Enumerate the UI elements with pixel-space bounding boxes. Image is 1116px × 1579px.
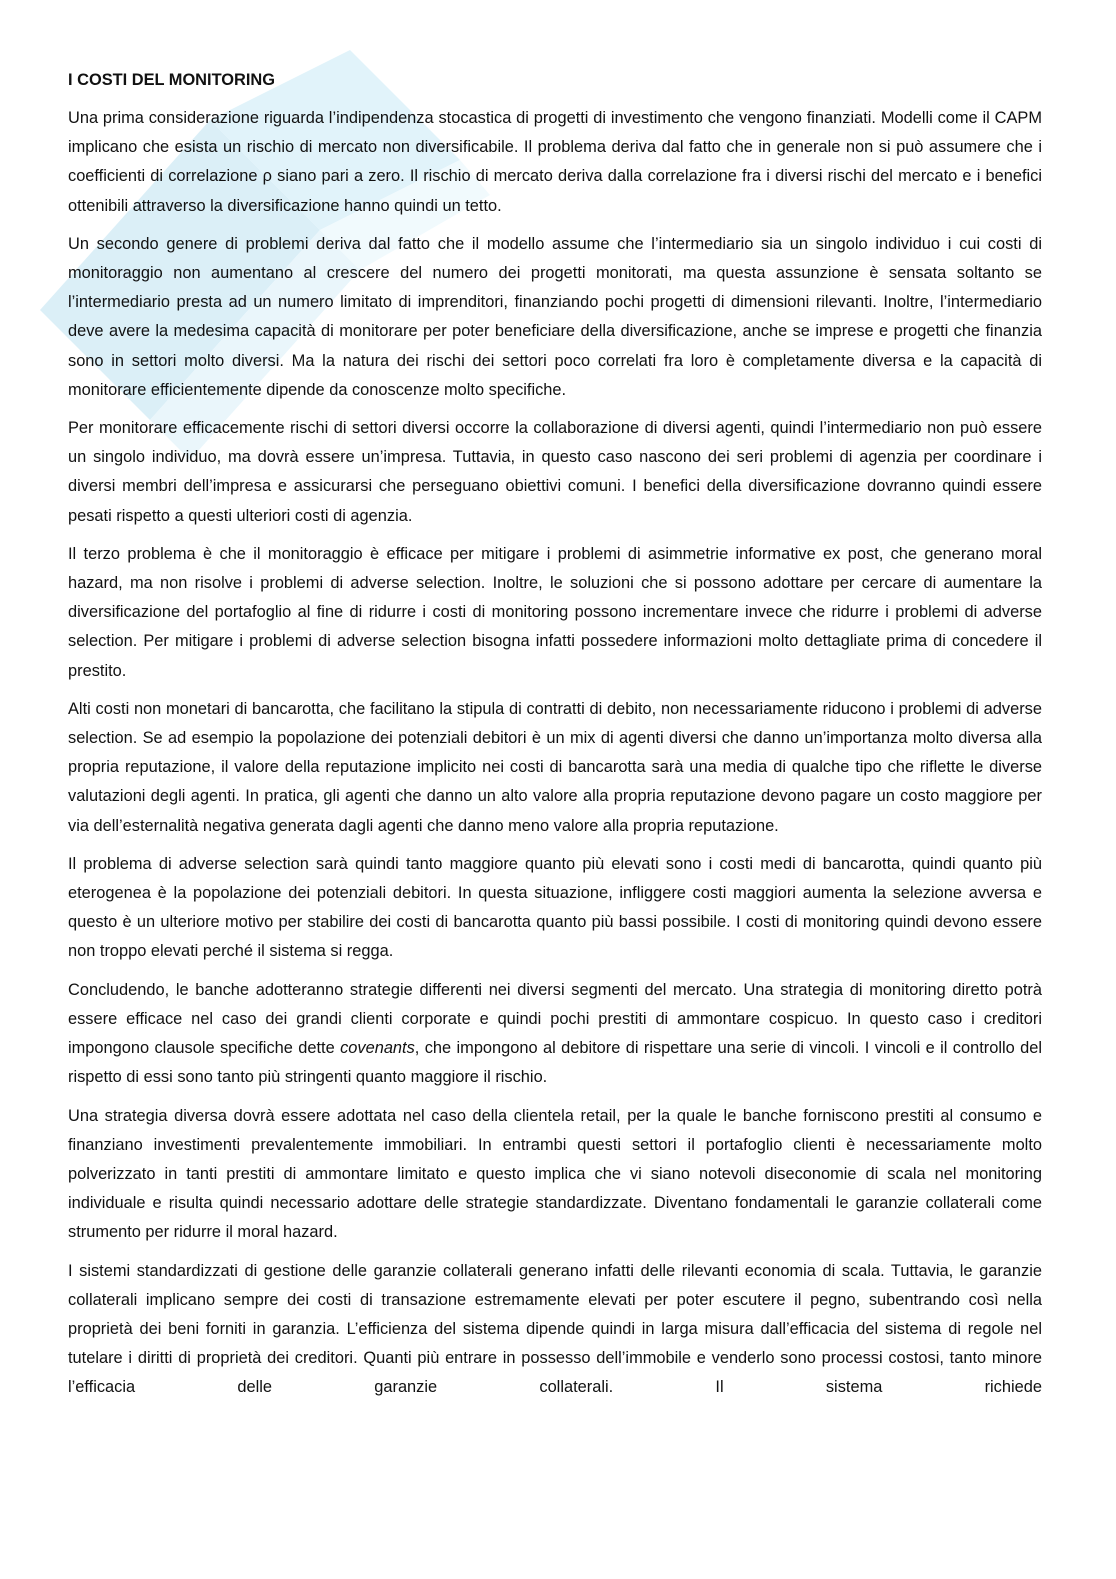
paragraph: Per monitorare efficacemente rischi di settori diversi occorre la collaborazione di diversi agenti, quindi l’intermediario non può essere un singolo individuo, ma dovrà essere un’impresa. Tuttavia, in questo caso nascono dei seri problemi di agenzia per coordinare i diversi membri dell’impresa e assicurarsi che perseguano obiettivi comuni. I benefici della diversificazione dovranno quindi essere pesati rispetto a questi ulteriori costi di agenzia.: [68, 419, 1042, 525]
paragraph: Alti costi non monetari di bancarotta, che facilitano la stipula di contratti di debito, non necessariamente riducono i problemi di adverse selection. Se ad esempio la popolazione dei potenziali debitori è un mix di agenti diversi che danno un’importanza molto diversa alla propria reputazione, il valore della reputazione implicito nei costi di bancarotta sarà una media di qualche tipo che riflette le diverse valutazioni degli agenti. In pratica, gli agenti che danno un alto valore alla propria reputazione devono pagare un costo maggiore per via dell’esternalità negativa generata dagli agenti che danno meno valore alla propria reputazione.: [68, 699, 1042, 835]
paragraph: Il terzo problema è che il monitoraggio è efficace per mitigare i problemi di asimmetrie informative ex post, che generano moral hazard, ma non risolve i problemi di adverse selection. Inoltre, le soluzioni che si possono adottare per cercare di aumentare la diversificazione del portafoglio al fine di ridurre i costi di monitoring possono incrementare invece che ridurre i problemi di adverse selection. Per mitigare i problemi di adverse selection bisogna infatti possedere informazioni molto dettagliate prima di concedere il prestito.: [68, 544, 1042, 680]
covenants-term: covenants: [340, 1039, 415, 1058]
document-body: [68, 66, 1042, 1412]
paragraph: Una strategia diversa dovrà essere adottata nel caso della clientela retail, per la quale le banche forniscono prestiti al consumo e finanziano investimenti prevalentemente immobiliari. In entrambi questi settori il portafoglio clienti è necessariamente molto polverizzato in tanti prestiti di ammontare limitato e questo implica che vi siano notevoli diseconomie di scala nel monitoring individuale e risulta quindi necessario adottare delle strategie standardizzate. Diventano fondamentali le garanzie collaterali come strumento per ridurre il moral hazard.: [68, 1106, 1042, 1242]
paragraph: Una prima considerazione riguarda l’indipendenza stocastica di progetti di investimento che vengono finanziati. Modelli come il CAPM implicano che esista un rischio di mercato non diversificabile. Il problema deriva dal fatto che in generale non si può assumere che i coefficienti di correlazione ρ siano pari a zero. Il rischio di mercato deriva dalla correlazione fra i diversi rischi del mercato e i benefici ottenibili attraverso la diversificazione hanno quindi un tetto.: [68, 109, 1042, 215]
paragraph: Il problema di adverse selection sarà quindi tanto maggiore quanto più elevati sono i costi medi di bancarotta, quindi quanto più eterogenea è la popolazione dei potenziali debitori. In questa situazione, infliggere costi maggiori aumenta la selezione avversa e questo è un ulteriore motivo per stabilire dei costi di bancarotta quanto più bassi possibile. I costi di monitoring quindi devono essere non troppo elevati perché il sistema si regga.: [68, 854, 1042, 961]
paragraph-text: , che impongono al debitore di rispettare una serie di vincoli. I vincoli e il controllo del rispetto di essi sono tanto più stringenti quanto maggiore il rischio.: [68, 1039, 1042, 1087]
paragraph: Un secondo genere di problemi deriva dal fatto che il modello assume che l’intermediario sia un singolo individuo i cui costi di monitoraggio non aumentano al crescere del numero dei progetti monitorati, ma questa assunzione è sensata soltanto se l’intermediario presta ad un numero limitato di imprenditori, finanziando pochi progetti di dimensioni rilevanti. Inoltre, l’intermediario deve avere la medesima capacità di monitorare per poter beneficiare della diversificazione, anche se imprese e progetti che finanzia sono in settori molto diversi. Ma la natura dei rischi dei settori poco correlati fra loro è completamente diversa e la capacità di monitorare efficientemente dipende da conoscenze molto specifiche.: [68, 234, 1042, 399]
page-title: I COSTI DEL MONITORING: [68, 71, 276, 89]
paragraph-text: Concludendo, le banche adotteranno strategie differenti nei diversi segmenti del mercato. Una strategia di monitoring diretto potrà essere efficace nel caso dei grandi clienti corporate e quindi pochi prestiti di ammontare cospicuo. In questo caso i creditori impongono clausole specifiche dette: [68, 980, 1042, 1058]
paragraph-covenants: [68, 976, 1042, 1093]
paragraph: I sistemi standardizzati di gestione delle garanzie collaterali generano infatti delle rilevanti economia di scala. Tuttavia, le garanzie collaterali implicano sempre dei costi di transazione estremamente elevati per poter escutere il pegno, subentrando così nella proprietà dei beni forniti in garanzia. L’efficienza del sistema dipende quindi in larga misura dall’efficacia del sistema di regole nel tutelare i diritti di proprietà dei creditori. Quanti più entrare in possesso dell’immobile e venderlo sono processi costosi, tanto minore l’efficacia delle garanzie collaterali. Il sistema richiede: [68, 1261, 1042, 1397]
